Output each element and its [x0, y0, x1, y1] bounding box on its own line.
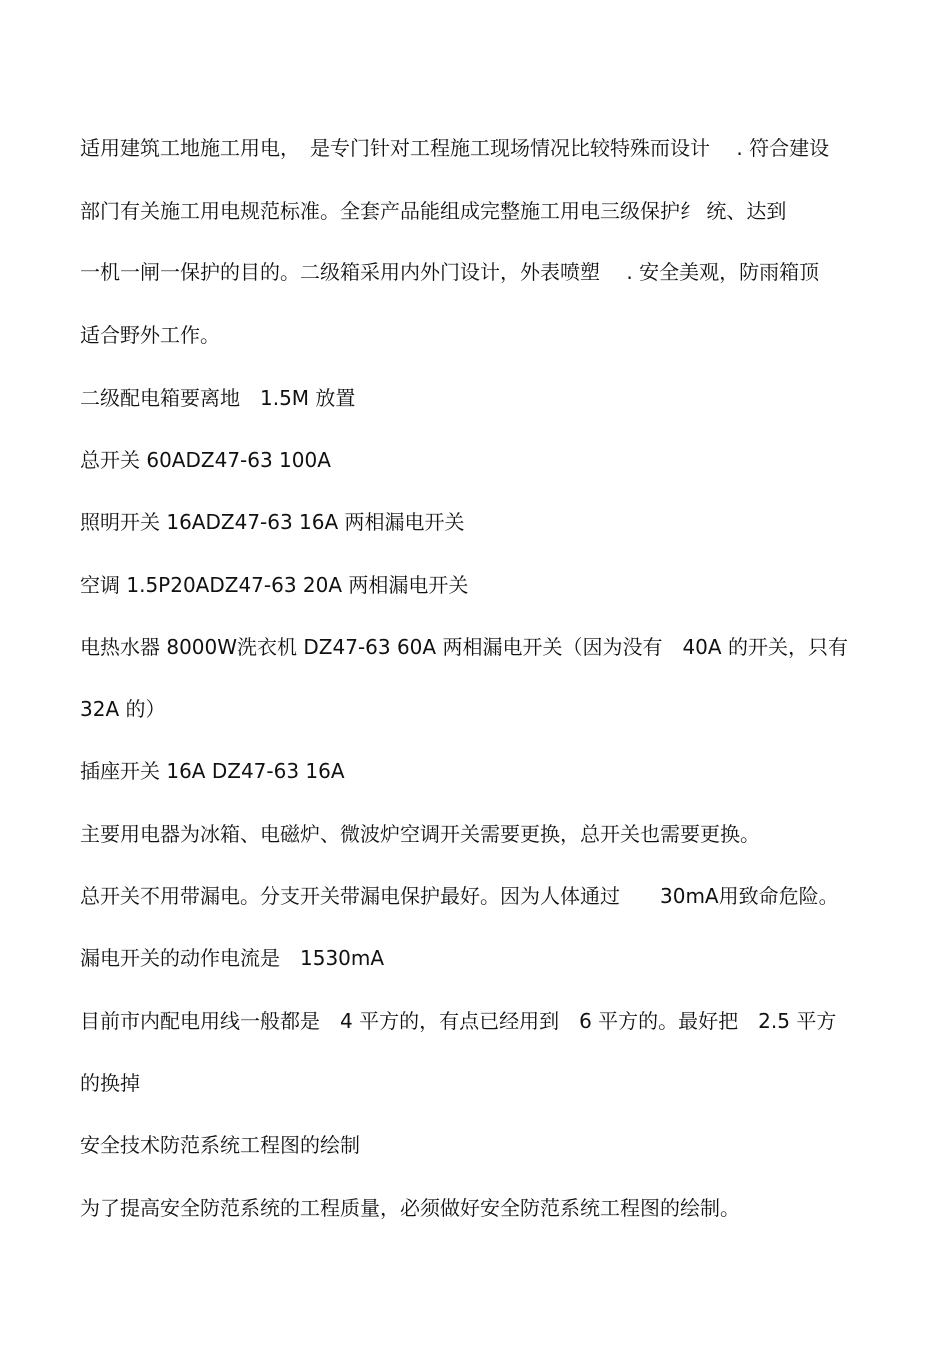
text-line: 的换掉 [80, 1071, 140, 1095]
text-line: 总开关不用带漏电。分支开关带漏电保护最好。因为人体通过 30mA用致命危险。 [80, 884, 839, 908]
text-line: 为了提高安全防范系统的工程质量，必须做好安全防范系统工程图的绘制。 [80, 1196, 740, 1220]
text-line: 主要用电器为冰箱、电磁炉、微波炉空调开关需要更换，总开关也需要更换。 [80, 822, 760, 846]
text-line: 一机一闸一保护的目的。二级箱采用内外门设计，外表喷塑 . 安全美观，防雨箱顶 [80, 260, 820, 284]
text-line: 适合野外工作。 [80, 323, 220, 347]
text-line: 空调 1.5P20ADZ47-63 20A 两相漏电开关 [80, 573, 469, 597]
text-line: 32A 的） [80, 697, 166, 721]
text-line: 电热水器 8000W洗衣机 DZ47-63 60A 两相漏电开关（因为没有 40A 的开关，只有 [80, 635, 848, 659]
text-line: 漏电开关的动作电流是 1530mA [80, 946, 385, 970]
text-line: 插座开关 16A DZ47-63 16A [80, 759, 345, 783]
text-line: 适用建筑工地施工用电， 是专门针对工程施工现场情况比较特殊而设计 . 符合建设 [80, 136, 830, 160]
text-line: 总开关 60ADZ47-63 100A [80, 448, 331, 472]
text-line: 二级配电箱要离地 1.5M 放置 [80, 386, 356, 410]
text-line: 安全技术防范系统工程图的绘制 [80, 1133, 360, 1157]
text-line: 部门有关施工用电规范标准。全套产品能组成完整施工用电三级保护纟 统、达到 [80, 199, 787, 223]
text-line: 目前市内配电用线一般都是 4 平方的，有点已经用到 6 平方的。最好把 2.5 平方 [80, 1009, 837, 1033]
text-line: 照明开关 16ADZ47-63 16A 两相漏电开关 [80, 510, 465, 534]
